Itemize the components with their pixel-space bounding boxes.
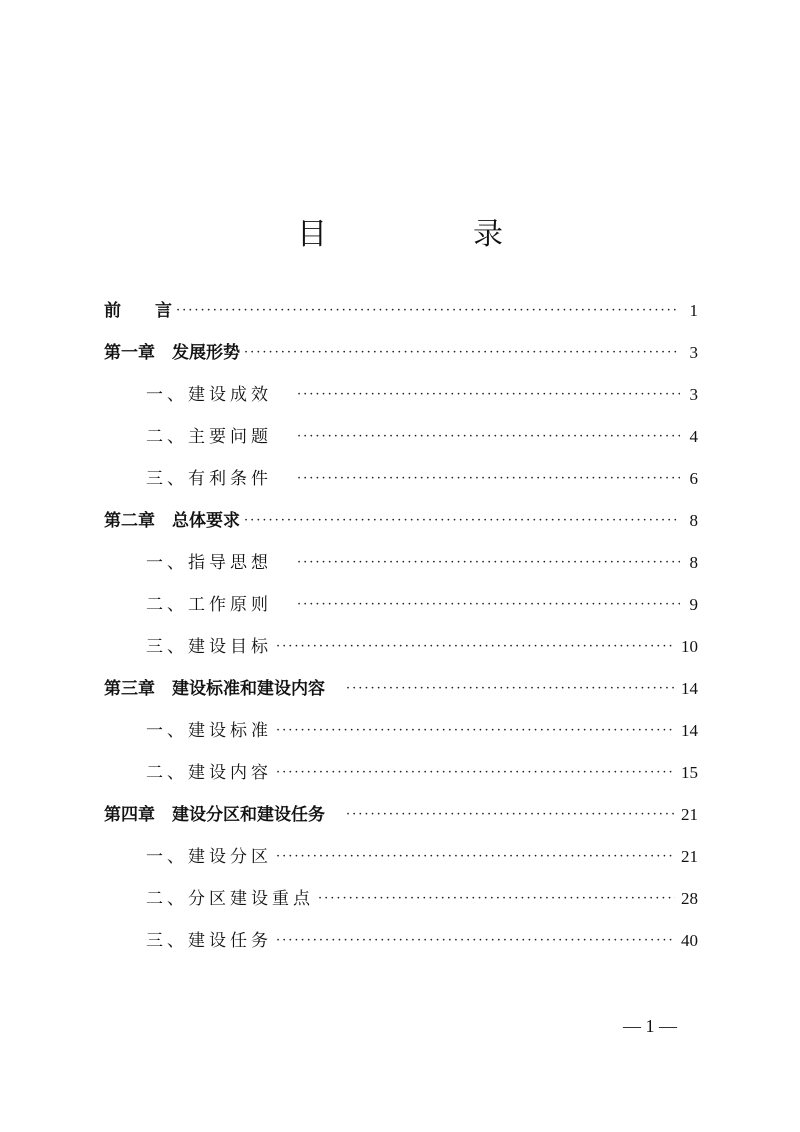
toc-entry-page: 8 xyxy=(689,553,698,572)
toc-leader-dots xyxy=(244,500,680,542)
toc-entry-page: 4 xyxy=(689,427,698,446)
toc-entry-page: 10 xyxy=(681,637,698,656)
toc-leader-dots xyxy=(297,416,680,458)
toc-leader-dots xyxy=(176,290,680,332)
toc-entry-label: 一、建设分区 xyxy=(146,847,272,867)
table-of-contents xyxy=(104,290,698,962)
toc-entry-label: 第四章 建设分区和建设任务 xyxy=(104,805,342,825)
toc-entry-label: 一、建设成效 xyxy=(146,385,293,405)
toc-entry-page: 15 xyxy=(681,763,698,782)
toc-entry-page: 3 xyxy=(689,385,698,404)
toc-chapter-entry[interactable] xyxy=(104,668,698,710)
page-title: 目 录 xyxy=(297,217,561,252)
toc-entry-page: 40 xyxy=(681,931,698,950)
toc-entry-page: 8 xyxy=(689,511,698,530)
toc-leader-dots xyxy=(276,836,675,878)
toc-leader-dots xyxy=(297,584,680,626)
toc-section-entry[interactable] xyxy=(104,374,698,416)
toc-leader-dots xyxy=(297,374,680,416)
toc-leader-dots xyxy=(276,920,675,962)
toc-entry-page: 9 xyxy=(689,595,698,614)
toc-entry-page: 28 xyxy=(681,889,698,908)
toc-section-entry[interactable] xyxy=(104,416,698,458)
toc-section-entry[interactable] xyxy=(104,836,698,878)
toc-entry-label: 二、工作原则 xyxy=(146,595,293,615)
toc-entry-page: 14 xyxy=(681,721,698,740)
toc-entry-label: 三、建设任务 xyxy=(146,931,272,951)
toc-leader-dots xyxy=(346,668,675,710)
toc-leader-dots xyxy=(244,332,680,374)
toc-entry-label: 第三章 建设标准和建设内容 xyxy=(104,679,342,699)
toc-leader-dots xyxy=(318,878,675,920)
toc-leader-dots xyxy=(346,794,675,836)
toc-section-entry[interactable] xyxy=(104,542,698,584)
toc-entry-page: 14 xyxy=(681,679,698,698)
toc-chapter-entry[interactable] xyxy=(104,290,698,332)
toc-entry-page: 1 xyxy=(689,301,698,320)
toc-leader-dots xyxy=(276,752,675,794)
toc-entry-label: 二、建设内容 xyxy=(146,763,272,783)
toc-entry-page: 21 xyxy=(681,847,698,866)
toc-leader-dots xyxy=(297,458,680,500)
toc-section-entry[interactable] xyxy=(104,710,698,752)
page-number: — 1 — xyxy=(623,1016,677,1036)
toc-entry-page: 21 xyxy=(681,805,698,824)
toc-entry-label: 第二章 总体要求 xyxy=(104,511,240,531)
toc-section-entry[interactable] xyxy=(104,752,698,794)
toc-entry-label: 一、指导思想 xyxy=(146,553,293,573)
toc-leader-dots xyxy=(276,626,675,668)
toc-section-entry[interactable] xyxy=(104,458,698,500)
toc-entry-page: 6 xyxy=(689,469,698,488)
toc-entry-label: 二、分区建设重点 xyxy=(146,889,314,909)
toc-section-entry[interactable] xyxy=(104,626,698,668)
toc-chapter-entry[interactable] xyxy=(104,332,698,374)
toc-leader-dots xyxy=(297,542,680,584)
toc-chapter-entry[interactable] xyxy=(104,794,698,836)
toc-entry-label: 前 言 xyxy=(104,301,172,321)
toc-section-entry[interactable] xyxy=(104,920,698,962)
toc-entry-label: 三、建设目标 xyxy=(146,637,272,657)
toc-entry-label: 第一章 发展形势 xyxy=(104,343,240,363)
toc-leader-dots xyxy=(276,710,675,752)
toc-entry-page: 3 xyxy=(689,343,698,362)
toc-entry-label: 二、主要问题 xyxy=(146,427,293,447)
toc-chapter-entry[interactable] xyxy=(104,500,698,542)
toc-entry-label: 一、建设标准 xyxy=(146,721,272,741)
toc-entry-label: 三、有利条件 xyxy=(146,469,293,489)
toc-section-entry[interactable] xyxy=(104,878,698,920)
toc-section-entry[interactable] xyxy=(104,584,698,626)
